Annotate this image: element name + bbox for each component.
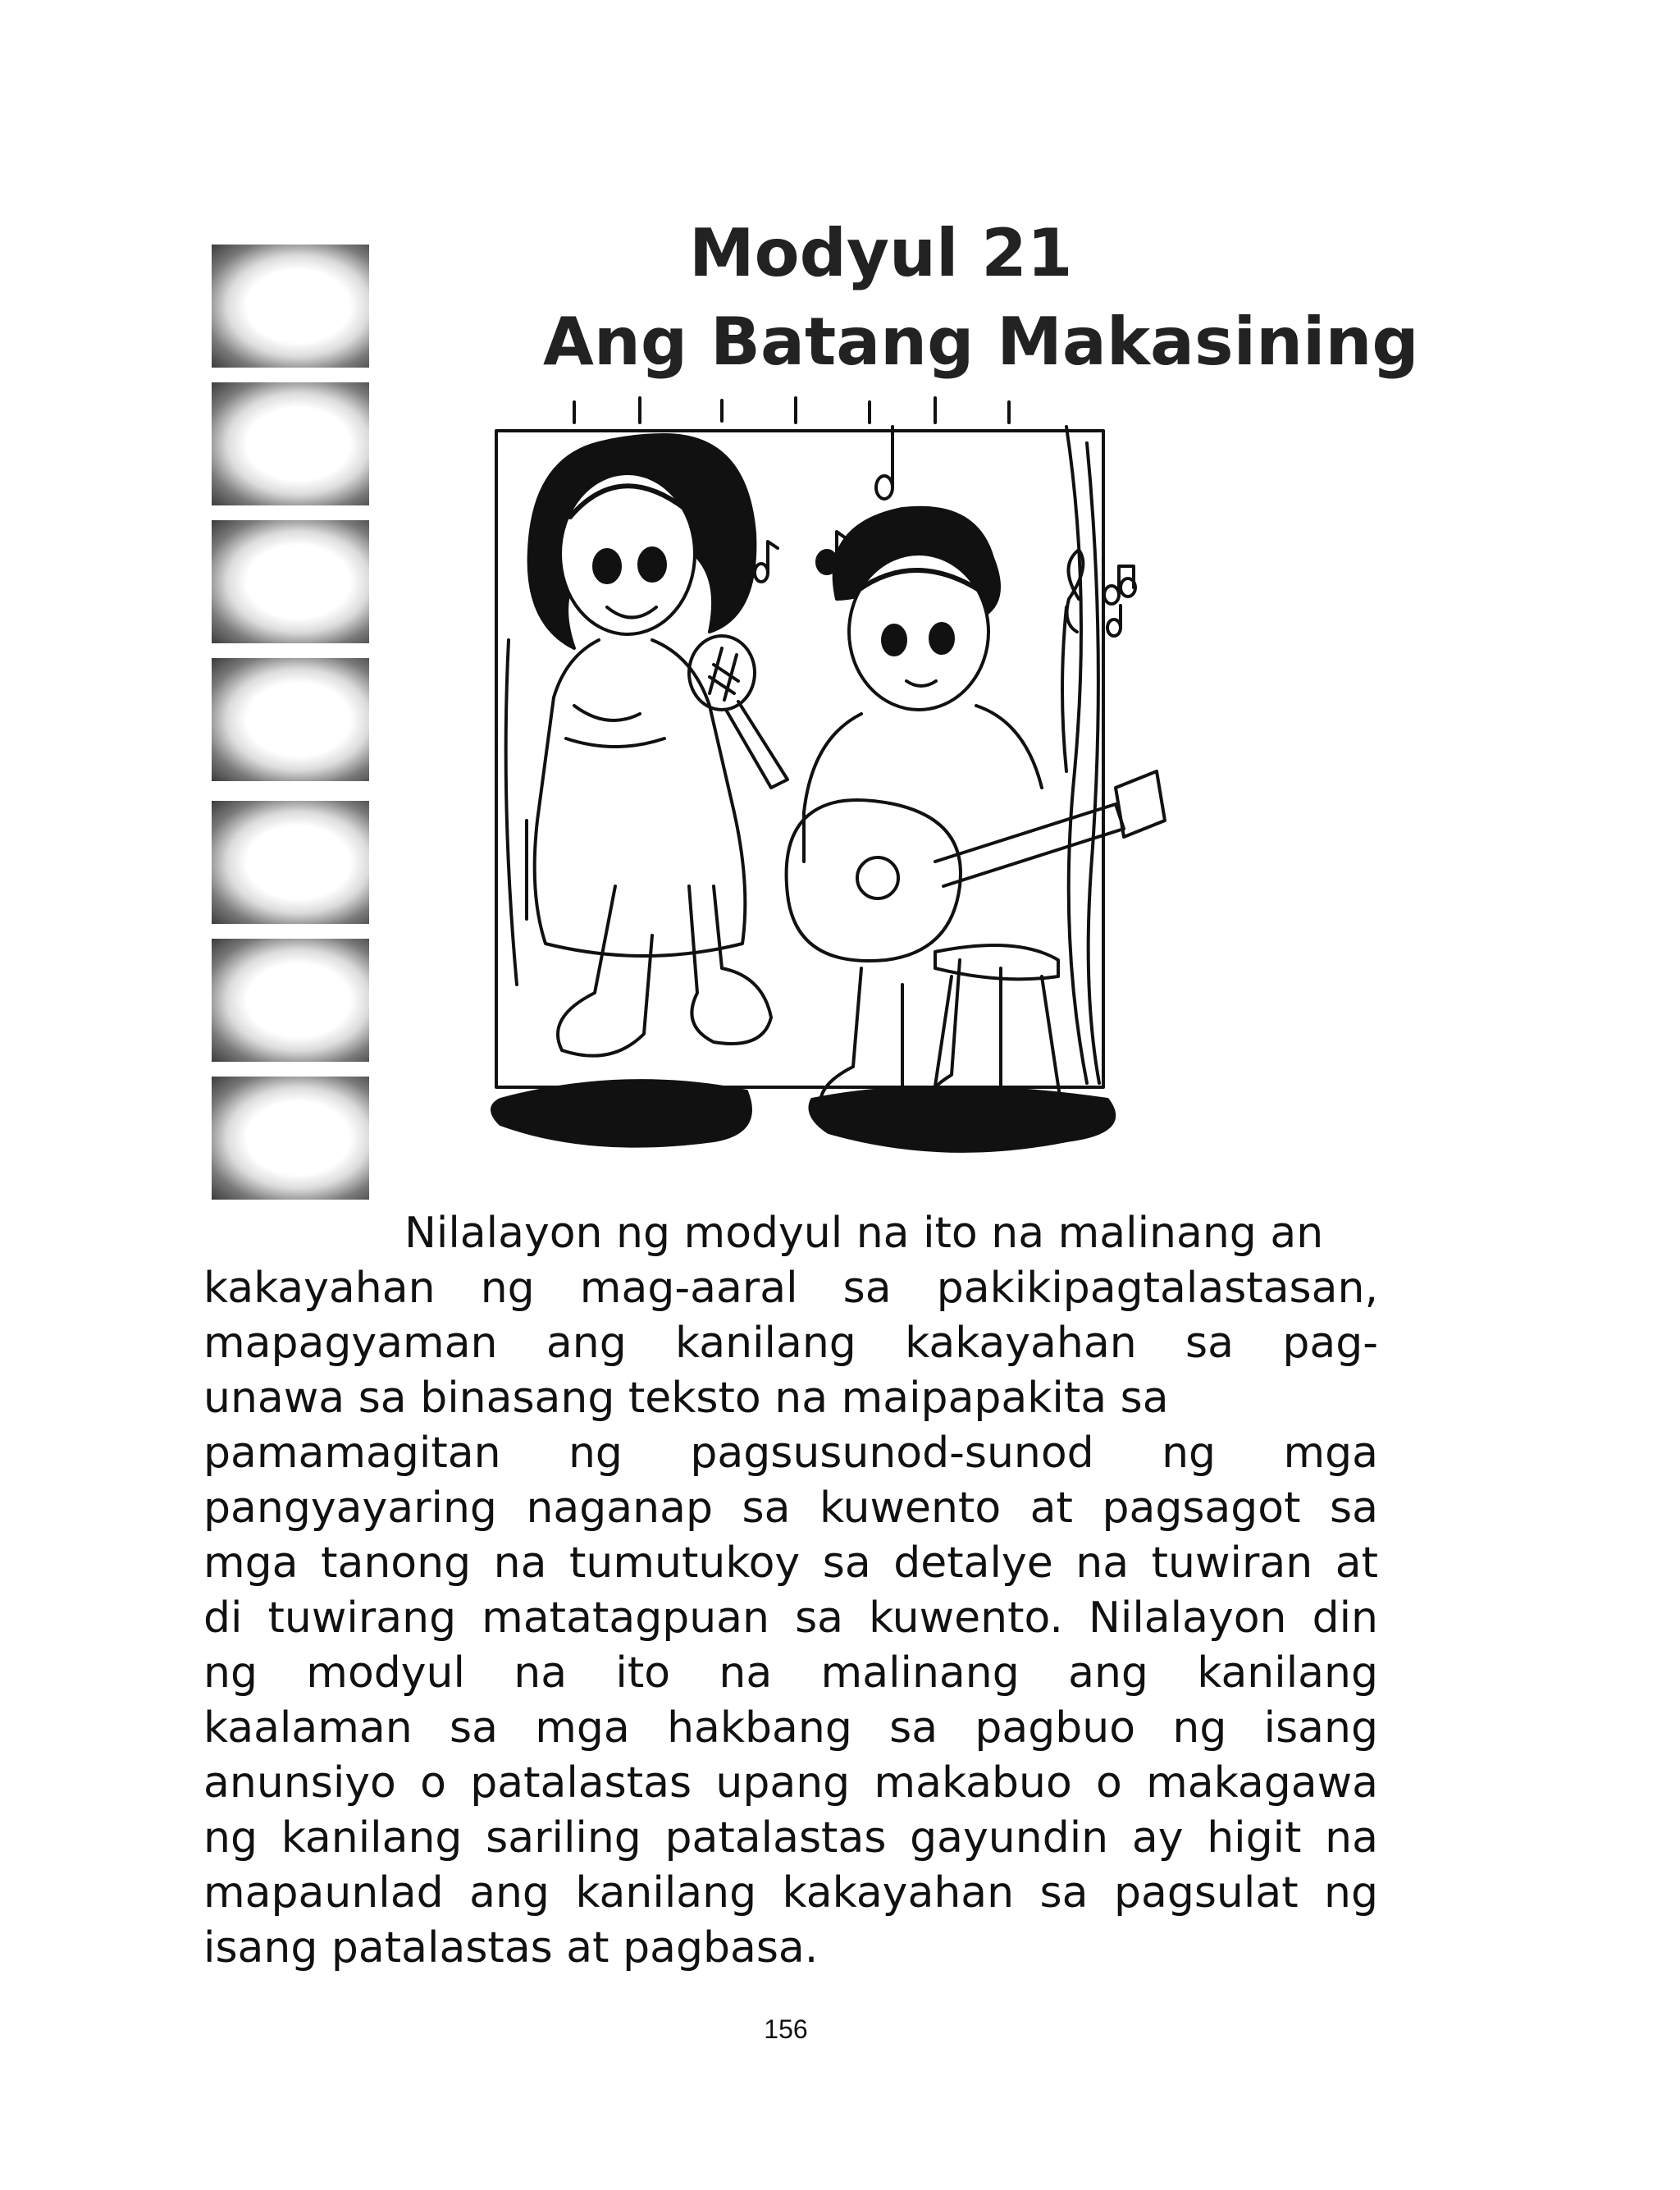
paragraph-line: mapaunlad ang kanilang kakayahan sa pagsulat ng	[203, 1868, 1378, 1918]
paragraph-line: Nilalayon ng modyul na ito na malinang an	[404, 1209, 1324, 1258]
module-title-heading: Ang Batang Makasining	[543, 304, 1419, 380]
guitar-icon	[787, 771, 1165, 961]
paragraph-line: unawa sa binasang teksto na maipapakita sa	[203, 1374, 1169, 1423]
module-number-heading: Modyul 21	[689, 215, 1073, 291]
paragraph-line: ng kanilang sariling patalastas gayundin ay higit na	[203, 1813, 1378, 1863]
film-frame-icon	[212, 382, 369, 505]
film-frame-icon	[212, 1077, 369, 1200]
page-number-container	[0, 2014, 1680, 2045]
film-frame-icon	[212, 245, 369, 368]
paragraph-line: pamamagitan ng pagsusunod-sunod ng mga	[203, 1429, 1378, 1478]
page-number: 156	[764, 2014, 808, 2044]
film-frame-icon	[212, 658, 369, 781]
children-singing-and-playing-guitar-illustration	[476, 394, 1255, 1165]
paragraph-line: mga tanong na tumutukoy sa detalye na tuwiran at	[203, 1538, 1378, 1588]
paragraph-line: pangyayaring naganap sa kuwento at pagsagot sa	[203, 1484, 1378, 1533]
film-frame-icon	[212, 939, 369, 1062]
floor-shadow-icon	[810, 1087, 1115, 1151]
stool-icon	[935, 945, 1058, 979]
paragraph-line: mapagyaman ang kanilang kakayahan sa pag-	[203, 1319, 1378, 1368]
film-frame-icon	[212, 801, 369, 924]
paragraph-line: kakayahan ng mag-aaral sa pakikipagtalastasan,	[203, 1264, 1378, 1313]
microphone-icon	[689, 636, 788, 788]
paragraph-line: di tuwirang matatagpuan sa kuwento. Nilalayon din	[203, 1593, 1378, 1643]
paragraph-line: kaalaman sa mga hakbang sa pagbuo ng isang	[203, 1703, 1378, 1753]
paragraph-line: anunsiyo o patalastas upang makabuo o makagawa	[203, 1758, 1378, 1808]
girl-singer-icon	[529, 435, 788, 1056]
module-objective-paragraph	[203, 1206, 1378, 1976]
film-frame-icon	[212, 520, 369, 643]
floor-shadow-icon	[492, 1081, 751, 1146]
paragraph-line: isang patalastas at pagbasa.	[203, 1923, 819, 1973]
paragraph-line: ng modyul na ito na malinang ang kanilang	[203, 1648, 1378, 1698]
